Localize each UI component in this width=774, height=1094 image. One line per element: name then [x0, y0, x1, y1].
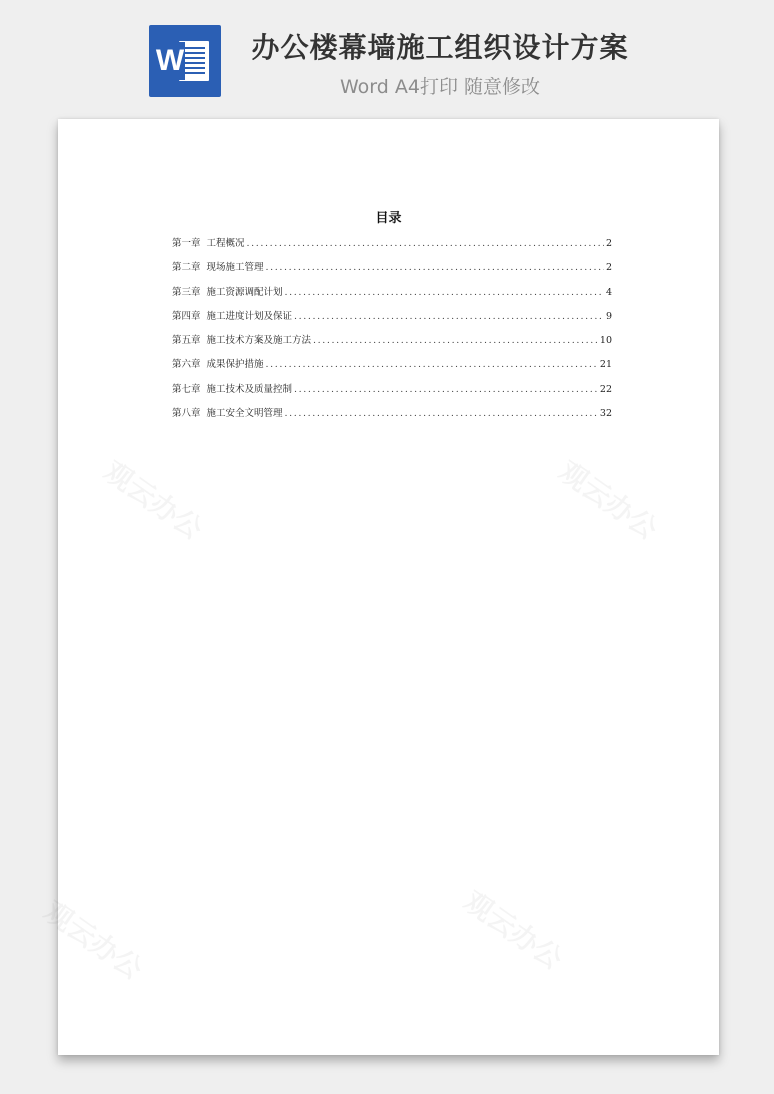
toc-page-number: 4 [605, 286, 612, 298]
toc-entry[interactable] [172, 259, 612, 283]
toc-leader-dots [285, 287, 604, 298]
toc-chapter-number: 第三章 [172, 286, 201, 298]
page-title: 办公楼幕墙施工组织设计方案 [251, 31, 629, 64]
toc-leader-dots [247, 238, 604, 249]
toc-entry[interactable] [172, 235, 612, 259]
toc-page-number: 22 [599, 383, 612, 395]
toc-entry-title: 现场施工管理 [206, 262, 264, 274]
toc-leader-dots [294, 384, 598, 395]
toc-entry[interactable] [172, 405, 612, 429]
document-page [58, 119, 719, 1055]
toc-chapter-number: 第二章 [172, 262, 201, 274]
watermark [552, 450, 667, 547]
toc-leader-dots [266, 262, 604, 273]
watermark [37, 890, 152, 987]
toc-page-number: 21 [599, 359, 612, 371]
watermark [97, 450, 212, 547]
header-banner [0, 0, 774, 118]
toc-chapter-number: 第七章 [172, 383, 201, 395]
toc-entry-title: 施工进度计划及保证 [206, 310, 293, 322]
toc-page-number: 32 [599, 408, 612, 420]
toc-chapter-number: 第八章 [172, 408, 201, 420]
toc-leader-dots [313, 335, 598, 346]
toc-entry-title: 成果保护措施 [206, 359, 264, 371]
toc-page-number: 9 [605, 310, 612, 322]
toc-entry[interactable] [172, 332, 612, 356]
toc-page-number: 2 [605, 238, 612, 249]
toc-leader-dots [294, 311, 604, 322]
word-document-icon [149, 25, 221, 97]
toc-entry[interactable] [172, 381, 612, 405]
toc-heading: 目录 [375, 211, 402, 226]
toc-entry-title: 施工资源调配计划 [206, 286, 283, 298]
toc-entry-title: 工程概况 [206, 238, 245, 249]
watermark [457, 880, 572, 977]
toc-entry-title: 施工技术方案及施工方法 [206, 335, 312, 347]
toc-entry[interactable] [172, 308, 612, 332]
toc-page-number: 10 [599, 335, 612, 347]
toc-chapter-number: 第四章 [172, 310, 201, 322]
toc-chapter-number: 第六章 [172, 359, 201, 371]
toc-leader-dots [285, 408, 598, 419]
page-subtitle: Word A4打印 随意修改 [339, 76, 540, 98]
toc-chapter-number: 第一章 [172, 238, 201, 249]
table-of-contents [172, 235, 612, 429]
toc-entry[interactable] [172, 356, 612, 380]
toc-entry[interactable] [172, 284, 612, 308]
toc-page-number: 2 [605, 262, 612, 274]
toc-entry-title: 施工安全文明管理 [206, 408, 283, 420]
toc-leader-dots [266, 359, 598, 370]
word-logo-letter: W [155, 42, 185, 80]
toc-chapter-number: 第五章 [172, 335, 201, 347]
toc-entry-title: 施工技术及质量控制 [206, 383, 293, 395]
